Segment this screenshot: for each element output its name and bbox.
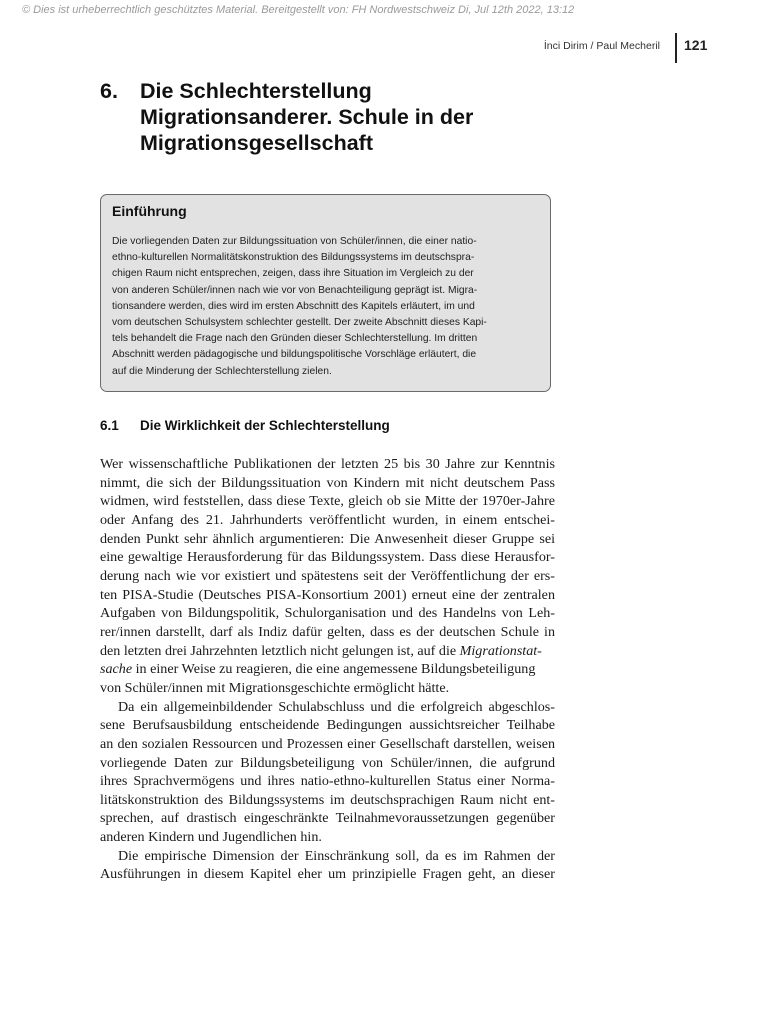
body-line: Aufgaben von Bildungspolitik, Schulorganisation und des Handelns von Leh-	[100, 605, 555, 622]
body-line: Da ein allgemeinbildender Schulabschluss und die erfolgreich abgeschlos-	[118, 698, 555, 715]
body-line	[100, 642, 555, 661]
body-line: von Schüler/innen mit Migrationsgeschichte ermöglicht hätte.	[100, 679, 450, 696]
intro-line: ethno-kulturellen Normalitätskonstruktion des Bildungssystems im deutschspra-	[112, 252, 475, 264]
intro-line: tels behandelt die Frage nach den Gründen dieser Schlechterstellung. Im dritten	[112, 333, 478, 345]
body-line: rer/innen darstellt, darf als Indiz dafür gelten, dass es der deutschen Schule in	[100, 623, 555, 640]
body-line-rest: in einer Weise zu reagieren, die eine angemessene Bildungsbeteiligung	[132, 661, 536, 678]
intro-line: chigen Raum nicht entsprechen, zeigen, dass ihre Situation im Vergleich zu der	[112, 268, 474, 280]
copyright-notice: © Dies ist urheberrechtlich geschütztes Material. Bereitgestellt von: FH Nordwestschweiz Di, Jul 12th 2022, 13:12	[22, 4, 575, 16]
chapter-title-line: Die Schlechterstellung	[140, 79, 372, 103]
body-line: Wer wissenschaftliche Publikationen der letzten 25 bis 30 Jahre zur Kenntnis	[100, 456, 555, 472]
body-line: vorliegende Daten zur Bildungsbeteiligung von Schüler/innen, die aufgrund	[100, 754, 555, 771]
italic-term: sache	[100, 661, 133, 678]
body-line: Die empirische Dimension der Einschränkung soll, da es im Rahmen der	[118, 847, 555, 864]
body-line: anderen Kindern und Jugendlichen hin.	[100, 829, 322, 846]
section-number: 6.1	[100, 418, 119, 433]
body-line: derung nach wie vor existiert und spätestens seit der Veröffentlichung der ers-	[100, 567, 555, 584]
chapter-number: 6.	[100, 79, 118, 103]
body-line: denden Punkt sehr ähnlich argumentieren: Die Anwesenheit dieser Gruppe sei	[100, 530, 555, 547]
intro-line: Die vorliegenden Daten zur Bildungssituation von Schüler/innen, die einer natio-	[112, 236, 477, 247]
body-line: an den sozialen Ressourcen und Prozessen einer Gesellschaft darstellen, weisen	[100, 735, 555, 752]
header-divider	[675, 33, 677, 63]
body-text	[100, 455, 555, 884]
body-line-start: den letzten drei Jahrzehnten letztlich nicht gelungen ist, auf die	[100, 642, 457, 659]
intro-line: Abschnitt werden pädagogische und bildungspolitische Vorschläge erläutert, die	[112, 349, 477, 361]
intro-line: von anderen Schüler/innen nach wie vor von Benachteiligung geprägt ist. Migra-	[112, 284, 478, 296]
body-line: eine gewaltige Herausforderung für das Bildungssystem. Dass diese Herausfor-	[100, 549, 555, 566]
intro-line: vom deutschen Schulsystem schlechter gestellt. Der zweite Abschnitt dieses Kapi-	[112, 317, 487, 329]
body-line: oder Anfang des 21. Jahrhunderts veröffentlicht wurden, in einem entschei-	[100, 511, 555, 528]
body-line: ihres Sprachvermögens und ihres natio-ethno-kulturellen Status einer Norma-	[100, 773, 555, 790]
chapter-title-line: Migrationsanderer. Schule in der	[140, 105, 474, 129]
intro-line: tionsandere werden, dies wird im ersten Abschnitt des Kapitels erläutert, im und	[112, 300, 475, 312]
introduction-box	[100, 194, 551, 392]
intro-line: auf die Minderung der Schlechterstellung zielen.	[112, 365, 332, 377]
chapter-title	[140, 78, 560, 156]
body-line: sene Berufsausbildung entscheidende Bedingungen aussichtsreicher Teilhabe	[100, 717, 555, 734]
running-head-authors: İnci Dirim / Paul Mecheril	[543, 40, 660, 52]
chapter-title-line: Migrationsgesellschaft	[140, 131, 373, 155]
body-line: ten PISA-Studie (Deutsches PISA-Konsortium 2001) erneut eine der zentralen	[100, 586, 555, 603]
introduction-heading: Einführung	[112, 203, 187, 219]
page-number: 121	[684, 37, 708, 53]
section-title: Die Wirklichkeit der Schlechterstellung	[140, 418, 390, 433]
body-line: Ausführungen in diesem Kapitel eher um prinzipielle Fragen geht, an dieser	[100, 866, 555, 883]
body-line: widmen, wird feststellen, dass diese Texte, gleich ob sie Mitte der 1970er-Jahre	[100, 493, 555, 510]
body-line: nimmt, die sich der Bildungssituation von Kindern mit nicht deutschem Pass	[100, 474, 555, 491]
body-line: litätskonstruktion des Bildungssystems im deutschsprachigen Raum nicht ent-	[100, 791, 555, 808]
body-line	[100, 660, 555, 679]
italic-term: Migrationstat-	[459, 642, 542, 659]
introduction-text	[112, 234, 532, 380]
body-line: sprechen, auf drastisch eingeschränkte Teilnahmevoraussetzungen gegenüber	[100, 810, 555, 827]
